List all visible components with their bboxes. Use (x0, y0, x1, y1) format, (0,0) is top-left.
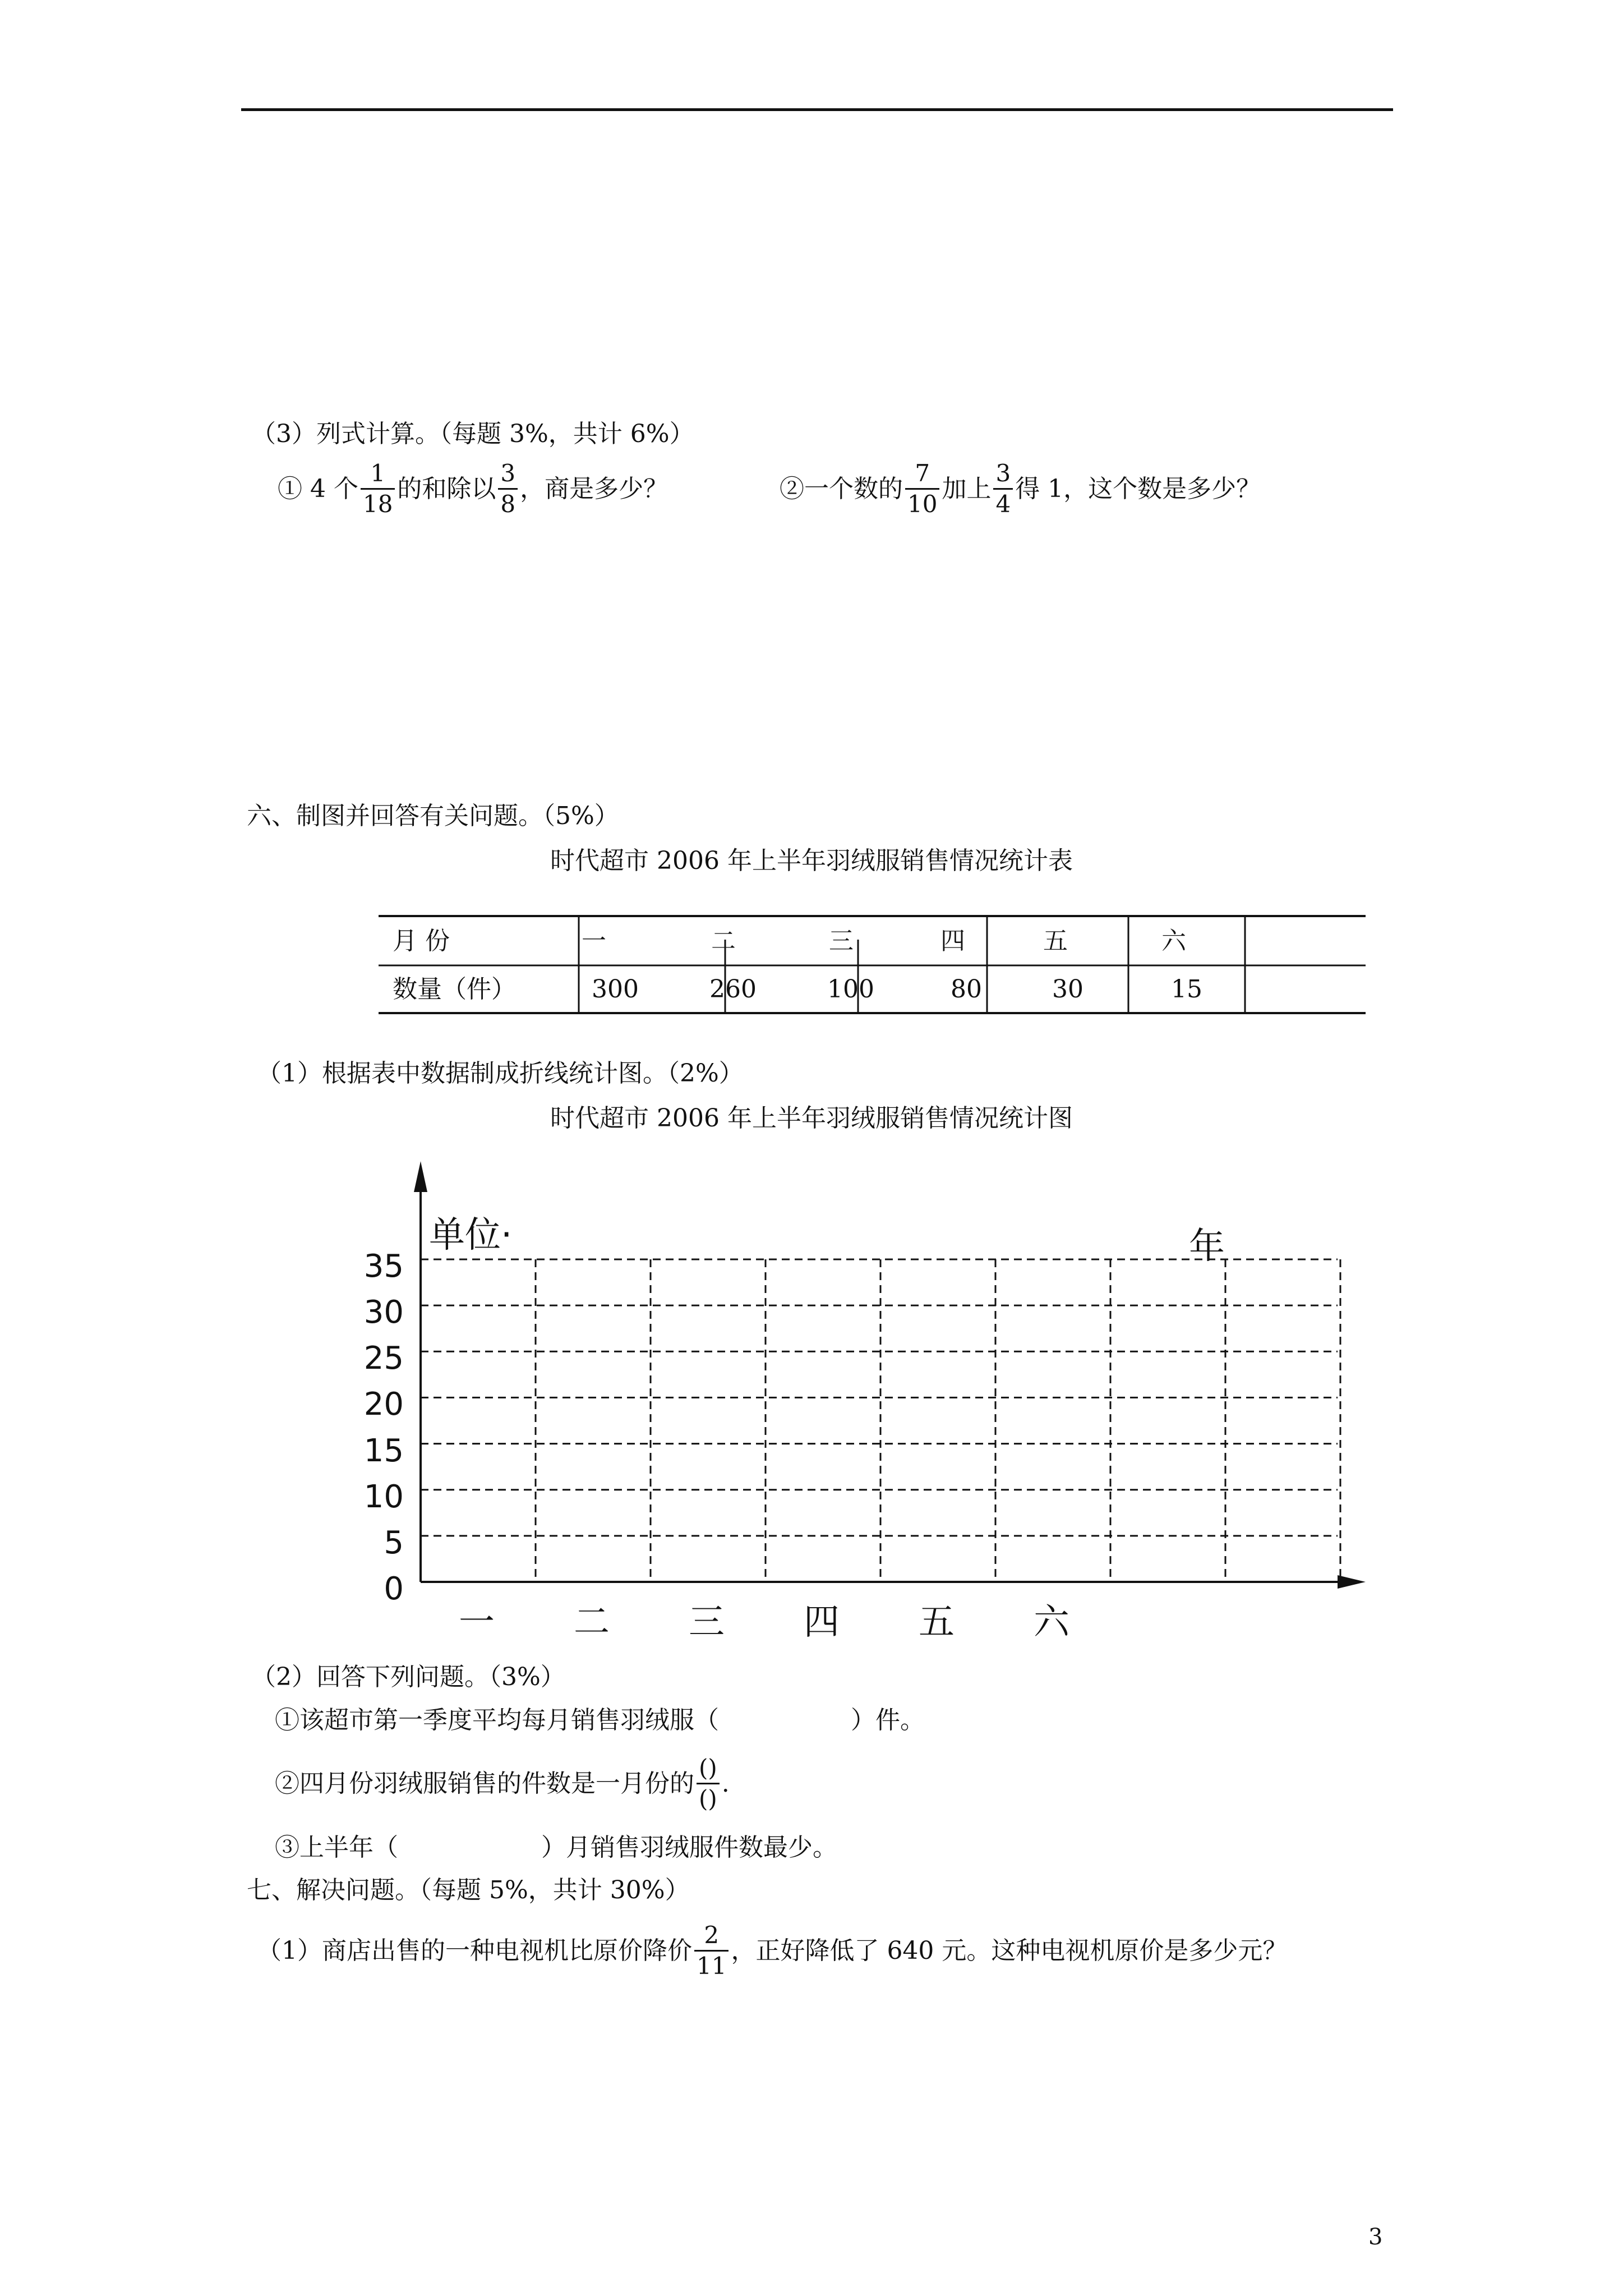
table-cell-month: 二 (711, 927, 736, 955)
y-tick-label: 0 (384, 1571, 404, 1607)
y-tick-label: 35 (363, 1248, 404, 1285)
y-axis-arrow (414, 1161, 427, 1192)
sales-table (379, 914, 1366, 1014)
section3-heading: （3）列式计算。（每题 3%，共计 6%） (251, 420, 694, 448)
chart-canvas (359, 1156, 1385, 1638)
y-tick-label: 20 (363, 1386, 404, 1423)
table-title: 时代超市 2006 年上半年羽绒服销售情况统计表 (550, 846, 1073, 875)
table-cell-quantity: 300 (592, 975, 639, 1004)
y-tick-label: 5 (384, 1524, 404, 1561)
table-cell-quantity: 260 (709, 975, 757, 1004)
x-axis-arrow (1338, 1575, 1366, 1589)
chart-title: 时代超市 2006 年上半年羽绒服销售情况统计图 (550, 1104, 1073, 1133)
section7-question-1: （1）商店出售的一种电视机比原价降价 $\frac{2}{11}$ ，正好降低了 640 元。这种电视机原价是多少元？ (257, 1921, 1288, 1980)
line-chart (359, 1156, 1385, 1643)
question-2-1: ①该超市第一季度平均每月销售羽绒服（ ）件。 (275, 1706, 925, 1734)
x-category-label: 二 (574, 1602, 610, 1643)
table-cell-quantity: 30 (1052, 975, 1083, 1004)
section7-heading: 七、解决问题。（每题 5%，共计 30%） (247, 1876, 690, 1904)
fraction: $\frac{3}{8}$ (498, 461, 518, 517)
y-tick-label: 30 (363, 1294, 404, 1331)
table-cell-month: 一 (582, 927, 606, 955)
x-category-label: 三 (689, 1602, 725, 1643)
fraction-blank: $\frac{()}{()}$ (697, 1756, 720, 1811)
x-category-label: 六 (1034, 1602, 1069, 1643)
section6-heading: 六、制图并回答有关问题。（5%） (247, 802, 619, 830)
x-category-label: 一 (459, 1602, 495, 1643)
table-cell-month: 三 (829, 927, 854, 955)
x-category-label: 五 (919, 1602, 955, 1643)
header-rule (241, 108, 1393, 111)
fraction: $\frac{1}{18}$ (361, 461, 395, 517)
table-cell-quantity: 80 (951, 975, 982, 1004)
fraction: $\frac{3}{4}$ (993, 461, 1013, 517)
table-row-label-month: 月 份 (393, 927, 450, 955)
page-number: 3 (1368, 2224, 1383, 2250)
x-category-label: 四 (804, 1602, 840, 1643)
y-tick-label: 15 (363, 1432, 404, 1469)
table-cell-quantity: 100 (827, 975, 874, 1004)
fraction: $\frac{7}{10}$ (905, 461, 939, 517)
chart-unit-label: 单位· (429, 1214, 513, 1256)
chart-year-label: 年 (1189, 1226, 1225, 1267)
section3-question-2: ②一个数的 $\frac{7}{10}$ 加上 $\frac{3}{4}$ 得 1，这个数是多少？ (780, 459, 1261, 518)
table-row-label-quantity: 数量（件） (393, 975, 516, 1004)
y-tick-label: 25 (363, 1340, 404, 1377)
fraction: $\frac{2}{11}$ (694, 1923, 728, 1978)
question-2-2: ②四月份羽绒服销售的件数是一月份的 $\frac{()}{()}$ . (275, 1754, 730, 1813)
section6-question-1: （1）根据表中数据制成折线统计图。（2%） (257, 1059, 744, 1088)
y-tick-label: 10 (363, 1478, 404, 1515)
table-cell-month: 六 (1161, 927, 1186, 955)
table-cell-quantity: 15 (1171, 975, 1202, 1004)
table-cell-month: 四 (940, 927, 965, 955)
section6-question-2: （2）回答下列问题。（3%） (251, 1663, 565, 1691)
table-cell-month: 五 (1043, 927, 1068, 955)
question-2-3: ③上半年（ ）月销售羽绒服件数最少。 (275, 1833, 837, 1862)
section3-question-1: ① 4 个 $\frac{1}{18}$ 的和除以 $\frac{3}{8}$ ，商是多少？ (278, 459, 668, 518)
